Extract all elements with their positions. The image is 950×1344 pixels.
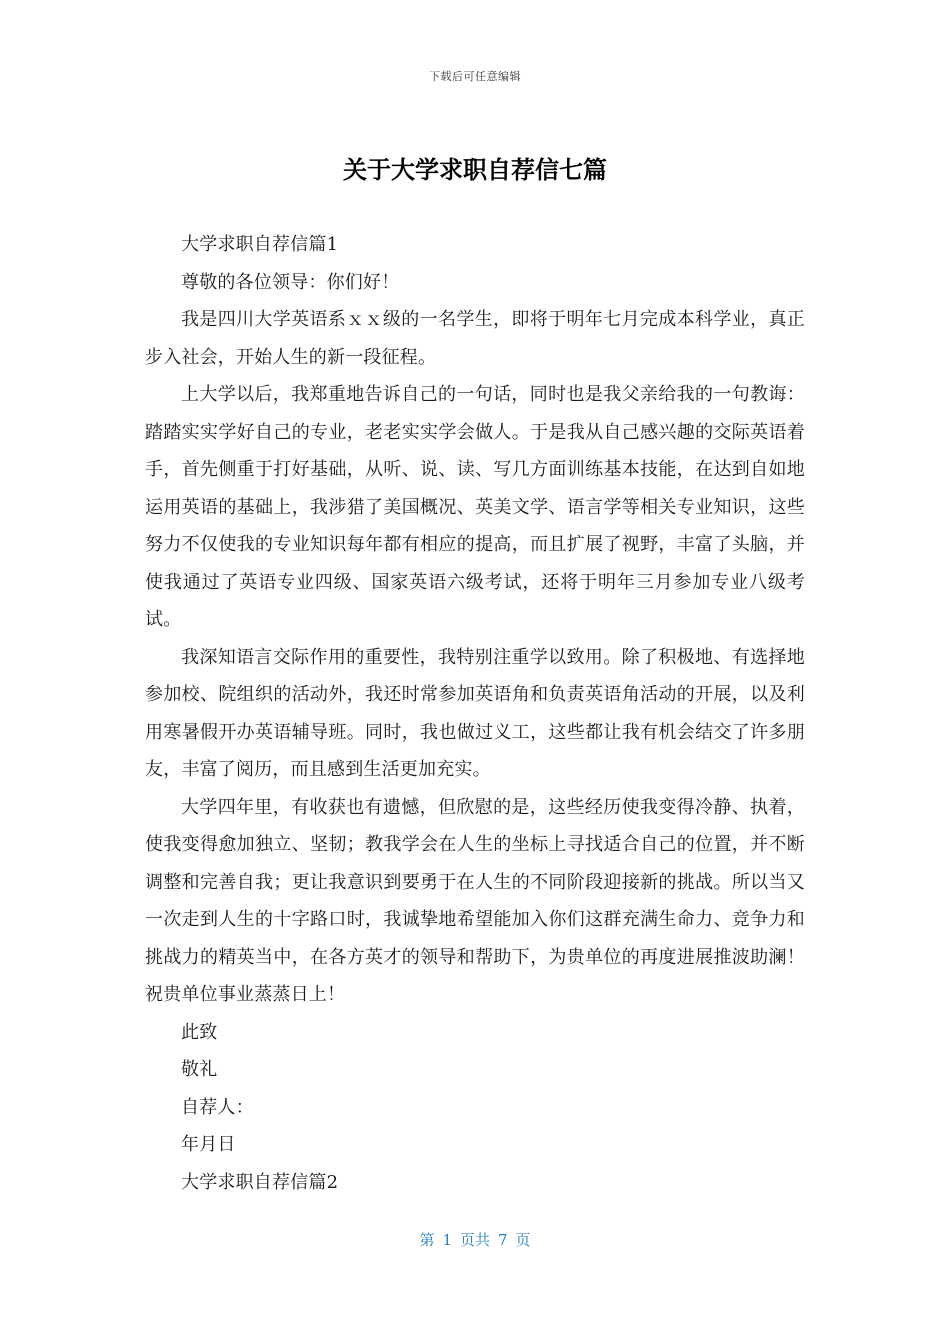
- header-note: 下载后可任意编辑: [429, 70, 521, 83]
- page-word: 第: [419, 1231, 435, 1249]
- closing-line-1: 此致: [181, 1021, 218, 1043]
- section-heading-1: 大学求职自荐信篇1: [181, 234, 339, 255]
- document-title: 关于大学求职自荐信七篇: [343, 156, 607, 184]
- signature-label: 自荐人：: [181, 1096, 254, 1118]
- document-body: [145, 226, 805, 1201]
- date-label: 年月日: [181, 1134, 236, 1155]
- body-paragraph-1: 我是四川大学英语系ｘｘ级的一名学生，即将于明年七月完成本科学业，真正步入社会，开始人生的新一段征程。: [145, 309, 805, 368]
- total-pages: 7: [498, 1231, 508, 1249]
- closing-line-2: 敬礼: [181, 1059, 218, 1080]
- body-paragraph-2: 上大学以后，我郑重地告诉自己的一句话，同时也是我父亲给我的一句教诲：踏踏实实学好自己的专业，老老实实学会做人。于是我从自己感兴趣的交际英语着手，首先侧重于打好基础，从听、说、读、写几方面训练基本技能，在达到自如地运用英语的基础上，我涉猎了美国概况、英美文学、语言学等相关专业知识，这些努力不仅使我的专业知识每年都有相应的提高，而且扩展了视野，丰富了头脑，并使我通过了英语专业四级、国家英语六级考试，还将于明年三月参加专业八级考试。: [145, 384, 805, 630]
- salutation: 尊敬的各位领导：你们好！: [181, 271, 400, 293]
- page-number: 1: [442, 1231, 452, 1249]
- page-footer: [0, 1229, 950, 1250]
- page-of: 页共: [459, 1231, 490, 1249]
- page-suffix: 页: [515, 1231, 531, 1249]
- body-paragraph-4: 大学四年里，有收获也有遗憾，但欣慰的是，这些经历使我变得冷静、执着，使我变得愈加独立、坚韧；教我学会在人生的坐标上寻找适合自己的位置，并不断调整和完善自我；更让我意识到要勇于在人生的不同阶段迎接新的挑战。所以当又一次走到人生的十字路口时，我诚挚地希望能加入你们这群充满生命力、竞争力和挑战力的精英当中，在各方英才的领导和帮助下，为贵单位的再度进展推波助澜！祝贵单位事业蒸蒸日上！: [145, 796, 805, 1005]
- section-heading-2: 大学求职自荐信篇2: [181, 1171, 339, 1193]
- body-paragraph-3: 我深知语言交际作用的重要性，我特别注重学以致用。除了积极地、有选择地参加校、院组织的活动外，我还时常参加英语角和负责英语角活动的开展，以及利用寒暑假开办英语辅导班。同时，我也做过义工，这些都让我有机会结交了许多朋友，丰富了阅历，而且感到生活更加充实。: [145, 646, 805, 780]
